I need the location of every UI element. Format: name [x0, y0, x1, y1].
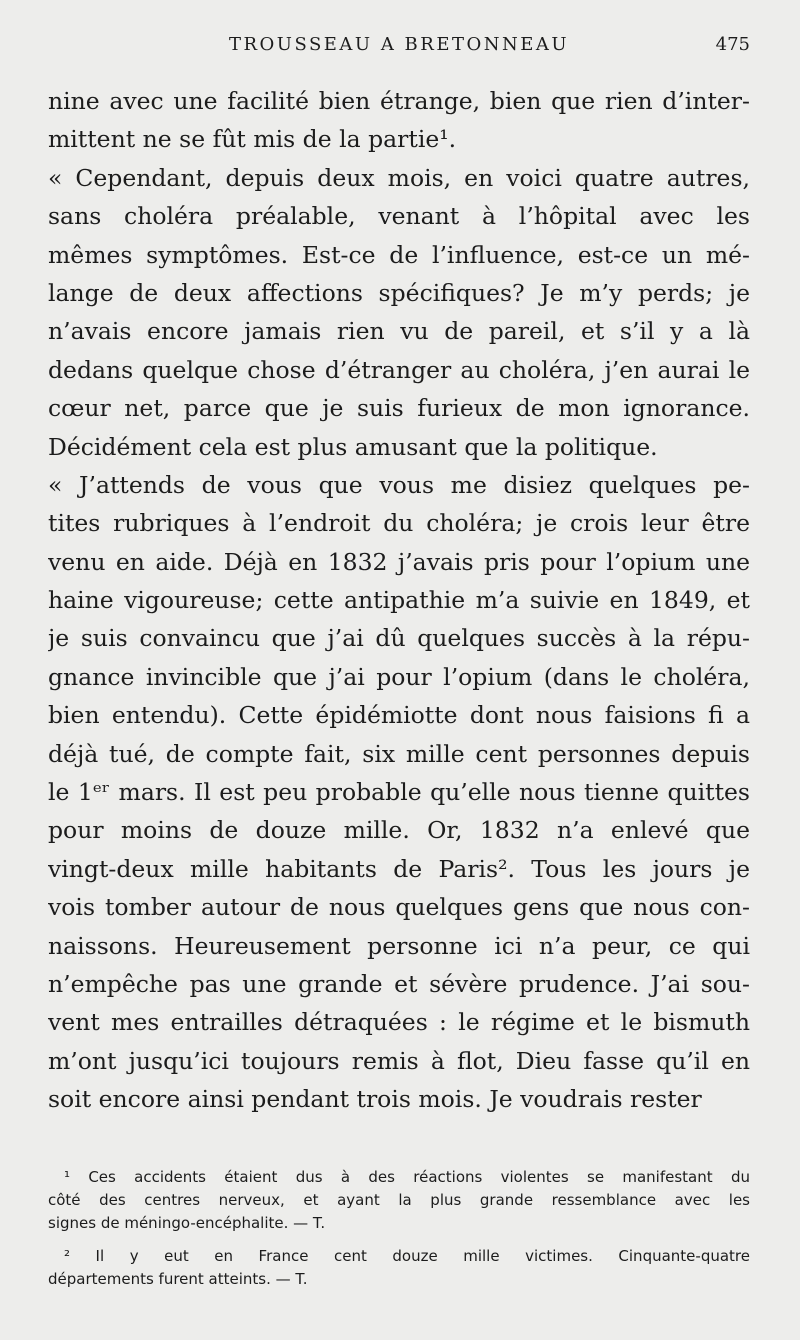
text-line: naissons. Heureusement personne ici n’a peur, ce qui — [48, 931, 750, 960]
text-line: dedans quelque chose d’étranger au choléra, j’en aurai le — [48, 355, 750, 384]
footnotes — [48, 1166, 750, 1301]
text-line: tites rubriques à l’endroit du choléra; je crois leur être — [48, 509, 750, 538]
text-line: pour moins de douze mille. Or, 1832 n’a enlevé que — [48, 816, 750, 845]
text-line: mêmes symptômes. Est-ce de l’influence, est-ce un mé- — [48, 240, 750, 269]
text-line: m’ont jusqu’ici toujours remis à flot, Dieu fasse qu’il en — [48, 1046, 750, 1075]
text-line: lange de deux affections spécifiques? Je m’y perds; je — [48, 278, 750, 307]
text-line: cœur net, parce que je suis furieux de mon ignorance. — [48, 394, 750, 423]
text-line: vent mes entrailles détraquées : le régime et le bismuth — [48, 1008, 750, 1037]
text-line: Décidément cela est plus amusant que la politique. — [48, 432, 658, 461]
text-line: haine vigoureuse; cette antipathie m’a suivie en 1849, et — [48, 586, 750, 615]
text-line: mittent ne se fût mis de la partie¹. — [48, 125, 457, 154]
text-line: déjà tué, de compte fait, six mille cent personnes depuis — [48, 739, 750, 768]
text-line: n’avais encore jamais rien vu de pareil, et s’il y a là — [48, 317, 750, 346]
text-line: sans choléra préalable, venant à l’hôpital avec les — [48, 202, 750, 231]
text-line: « J’attends de vous que vous me disiez quelques pe- — [48, 470, 750, 499]
running-title: TROUSSEAU A BRETONNEAU — [228, 34, 570, 55]
footnote — [48, 1245, 750, 1291]
footnote-line: ¹ Ces accidents étaient dus à des réactions violentes se manifestant du — [64, 1168, 750, 1186]
text-line: « Cependant, depuis deux mois, en voici quatre autres, — [48, 163, 750, 192]
footnote-line: signes de méningo-encéphalite. — T. — [48, 1214, 326, 1232]
footnote-line: ² Il y eut en France cent douze mille victimes. Cinquante-quatre — [64, 1247, 750, 1265]
text-line: vois tomber autour de nous quelques gens que nous con- — [48, 893, 750, 922]
text-line: venu en aide. Déjà en 1832 j’avais pris pour l’opium une — [48, 547, 750, 576]
text-line: nine avec une facilité bien étrange, bien que rien d’inter- — [48, 87, 750, 115]
page-header — [48, 32, 750, 62]
footnote-line: départements furent atteints. — T. — [48, 1270, 308, 1288]
page-number: 475 — [715, 34, 750, 55]
text-line: gnance invincible que j’ai pour l’opium (dans le choléra, — [48, 662, 750, 691]
main-text — [48, 82, 750, 1119]
text-line: n’empêche pas une grande et sévère prudence. J’ai sou- — [48, 969, 750, 998]
text-line: bien entendu). Cette épidémiotte dont nous faisions fi a — [48, 701, 750, 730]
text-line: je suis convaincu que j’ai dû quelques succès à la répu- — [48, 624, 750, 653]
text-line: vingt-deux mille habitants de Paris². Tous les jours je — [48, 854, 750, 883]
text-line: le 1ᵉʳ mars. Il est peu probable qu’elle nous tienne quittes — [48, 778, 750, 807]
text-line: soit encore ainsi pendant trois mois. Je voudrais rester — [48, 1085, 702, 1114]
footnote — [48, 1166, 750, 1235]
footnote-line: côté des centres nerveux, et ayant la plus grande ressemblance avec les — [48, 1191, 750, 1209]
